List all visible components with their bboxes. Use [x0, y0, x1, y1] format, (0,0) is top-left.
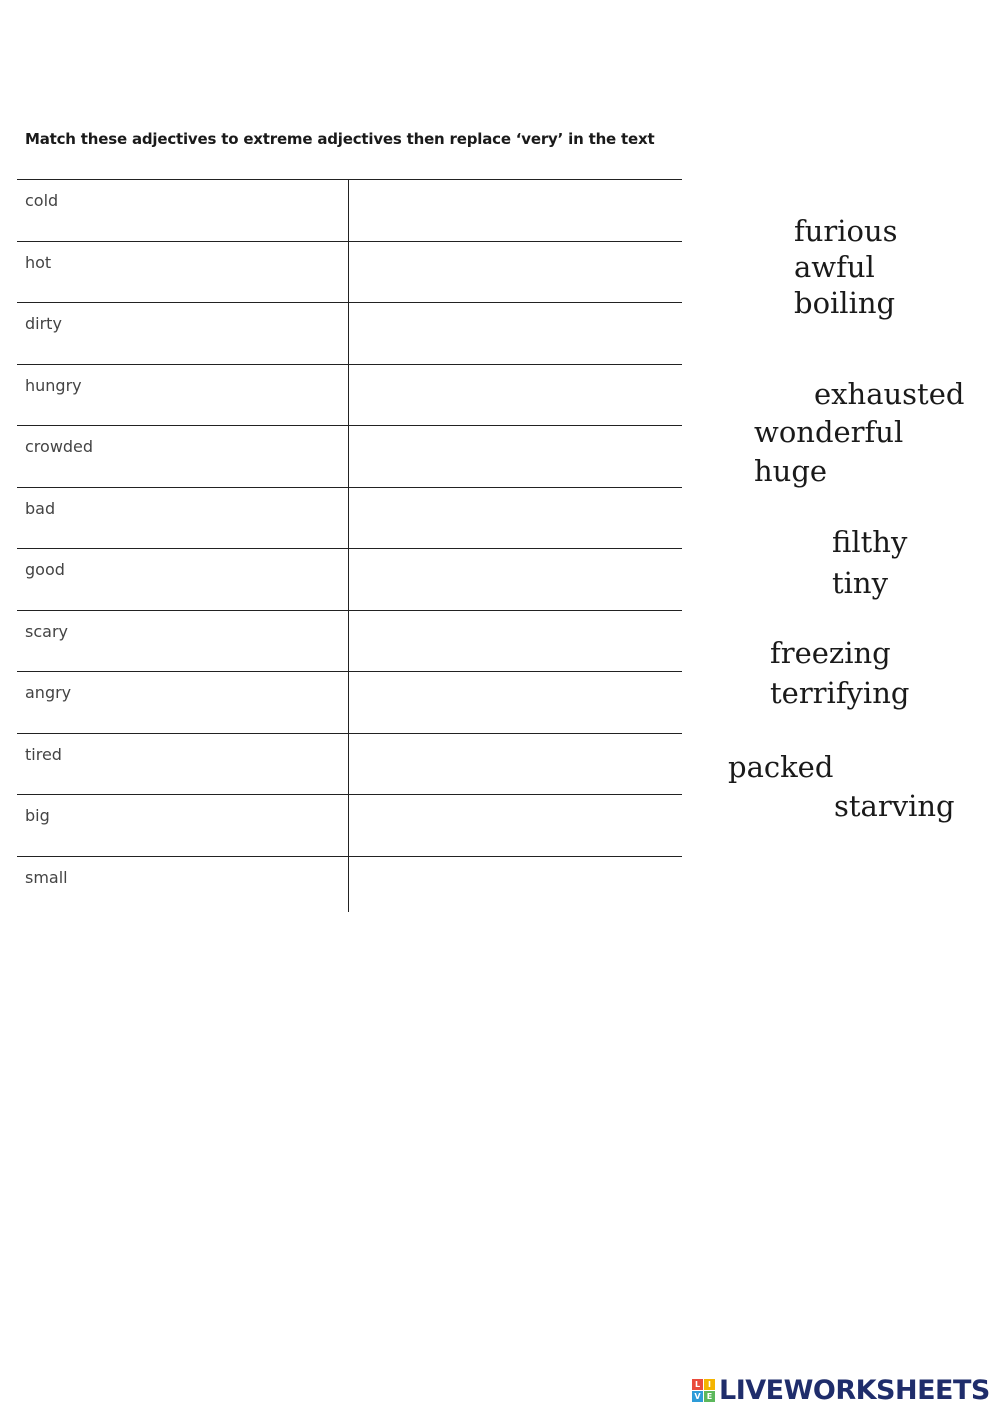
adjective-cell: [17, 857, 349, 912]
table-row: [17, 179, 682, 241]
adjective-cell: [17, 365, 349, 426]
adjective-cell: [17, 795, 349, 856]
adjective-label: dirty: [25, 314, 62, 333]
adjective-label: small: [25, 867, 68, 887]
adjective-label: bad: [25, 498, 56, 518]
table-row: [17, 671, 682, 733]
table-row: [17, 487, 682, 549]
word-bank-item[interactable]: filthy: [832, 525, 908, 559]
answer-cell[interactable]: [350, 549, 682, 610]
word-bank-item[interactable]: starving: [834, 789, 955, 823]
instruction-heading: Match these adjectives to extreme adjectives then replace ‘very’ in the text: [25, 130, 655, 148]
adjective-cell: [17, 426, 349, 487]
word-bank-item[interactable]: boiling: [794, 286, 896, 320]
logo-tile: L: [692, 1379, 703, 1390]
answer-cell[interactable]: [350, 180, 682, 241]
answer-cell[interactable]: [350, 488, 682, 549]
answer-cell[interactable]: [350, 303, 682, 364]
answer-cell[interactable]: [350, 795, 682, 856]
table-row: [17, 610, 682, 672]
adjective-label: good: [25, 560, 65, 579]
liveworksheets-logo: [692, 1373, 990, 1407]
adjective-label: crowded: [25, 437, 94, 456]
logo-tile: V: [692, 1391, 703, 1402]
adjective-cell: [17, 734, 349, 795]
table-row: [17, 794, 682, 856]
adjective-label: angry: [25, 683, 72, 702]
adjective-label: big: [25, 806, 50, 825]
word-bank-item[interactable]: tiny: [832, 566, 888, 600]
table-row: [17, 548, 682, 610]
word-bank-item[interactable]: freezing: [770, 636, 891, 670]
adjective-cell: [17, 180, 349, 241]
answer-cell[interactable]: [350, 426, 682, 487]
adjective-label: hot: [25, 252, 52, 272]
answer-cell[interactable]: [350, 857, 682, 912]
word-bank-item[interactable]: awful: [794, 250, 875, 284]
word-bank-item[interactable]: packed: [728, 750, 834, 784]
word-bank-item[interactable]: wonderful: [754, 415, 904, 449]
word-bank-item[interactable]: furious: [794, 214, 898, 248]
adjective-label: scary: [25, 621, 68, 641]
word-bank-item[interactable]: terrifying: [770, 676, 910, 710]
answer-cell[interactable]: [350, 242, 682, 303]
word-bank-item[interactable]: huge: [754, 454, 828, 488]
table-row: [17, 364, 682, 426]
table-row: [17, 856, 682, 912]
table-row: [17, 733, 682, 795]
adjective-cell: [17, 488, 349, 549]
logo-text: LIVEWORKSHEETS: [719, 1374, 990, 1406]
logo-tile: E: [704, 1391, 715, 1402]
adjective-cell: [17, 672, 349, 733]
table-row: [17, 425, 682, 487]
word-bank-item[interactable]: exhausted: [814, 377, 965, 411]
adjective-cell: [17, 242, 349, 303]
adjective-cell: [17, 303, 349, 364]
logo-tiles-icon: [692, 1379, 715, 1402]
adjective-label: cold: [25, 191, 59, 210]
matching-table: [17, 179, 682, 912]
answer-cell[interactable]: [350, 365, 682, 426]
adjective-cell: [17, 549, 349, 610]
table-row: [17, 241, 682, 303]
adjective-cell: [17, 611, 349, 672]
answer-cell[interactable]: [350, 611, 682, 672]
answer-cell[interactable]: [350, 672, 682, 733]
logo-tile: I: [704, 1379, 715, 1390]
table-row: [17, 302, 682, 364]
answer-cell[interactable]: [350, 734, 682, 795]
adjective-label: hungry: [25, 375, 82, 395]
adjective-label: tired: [25, 744, 62, 764]
